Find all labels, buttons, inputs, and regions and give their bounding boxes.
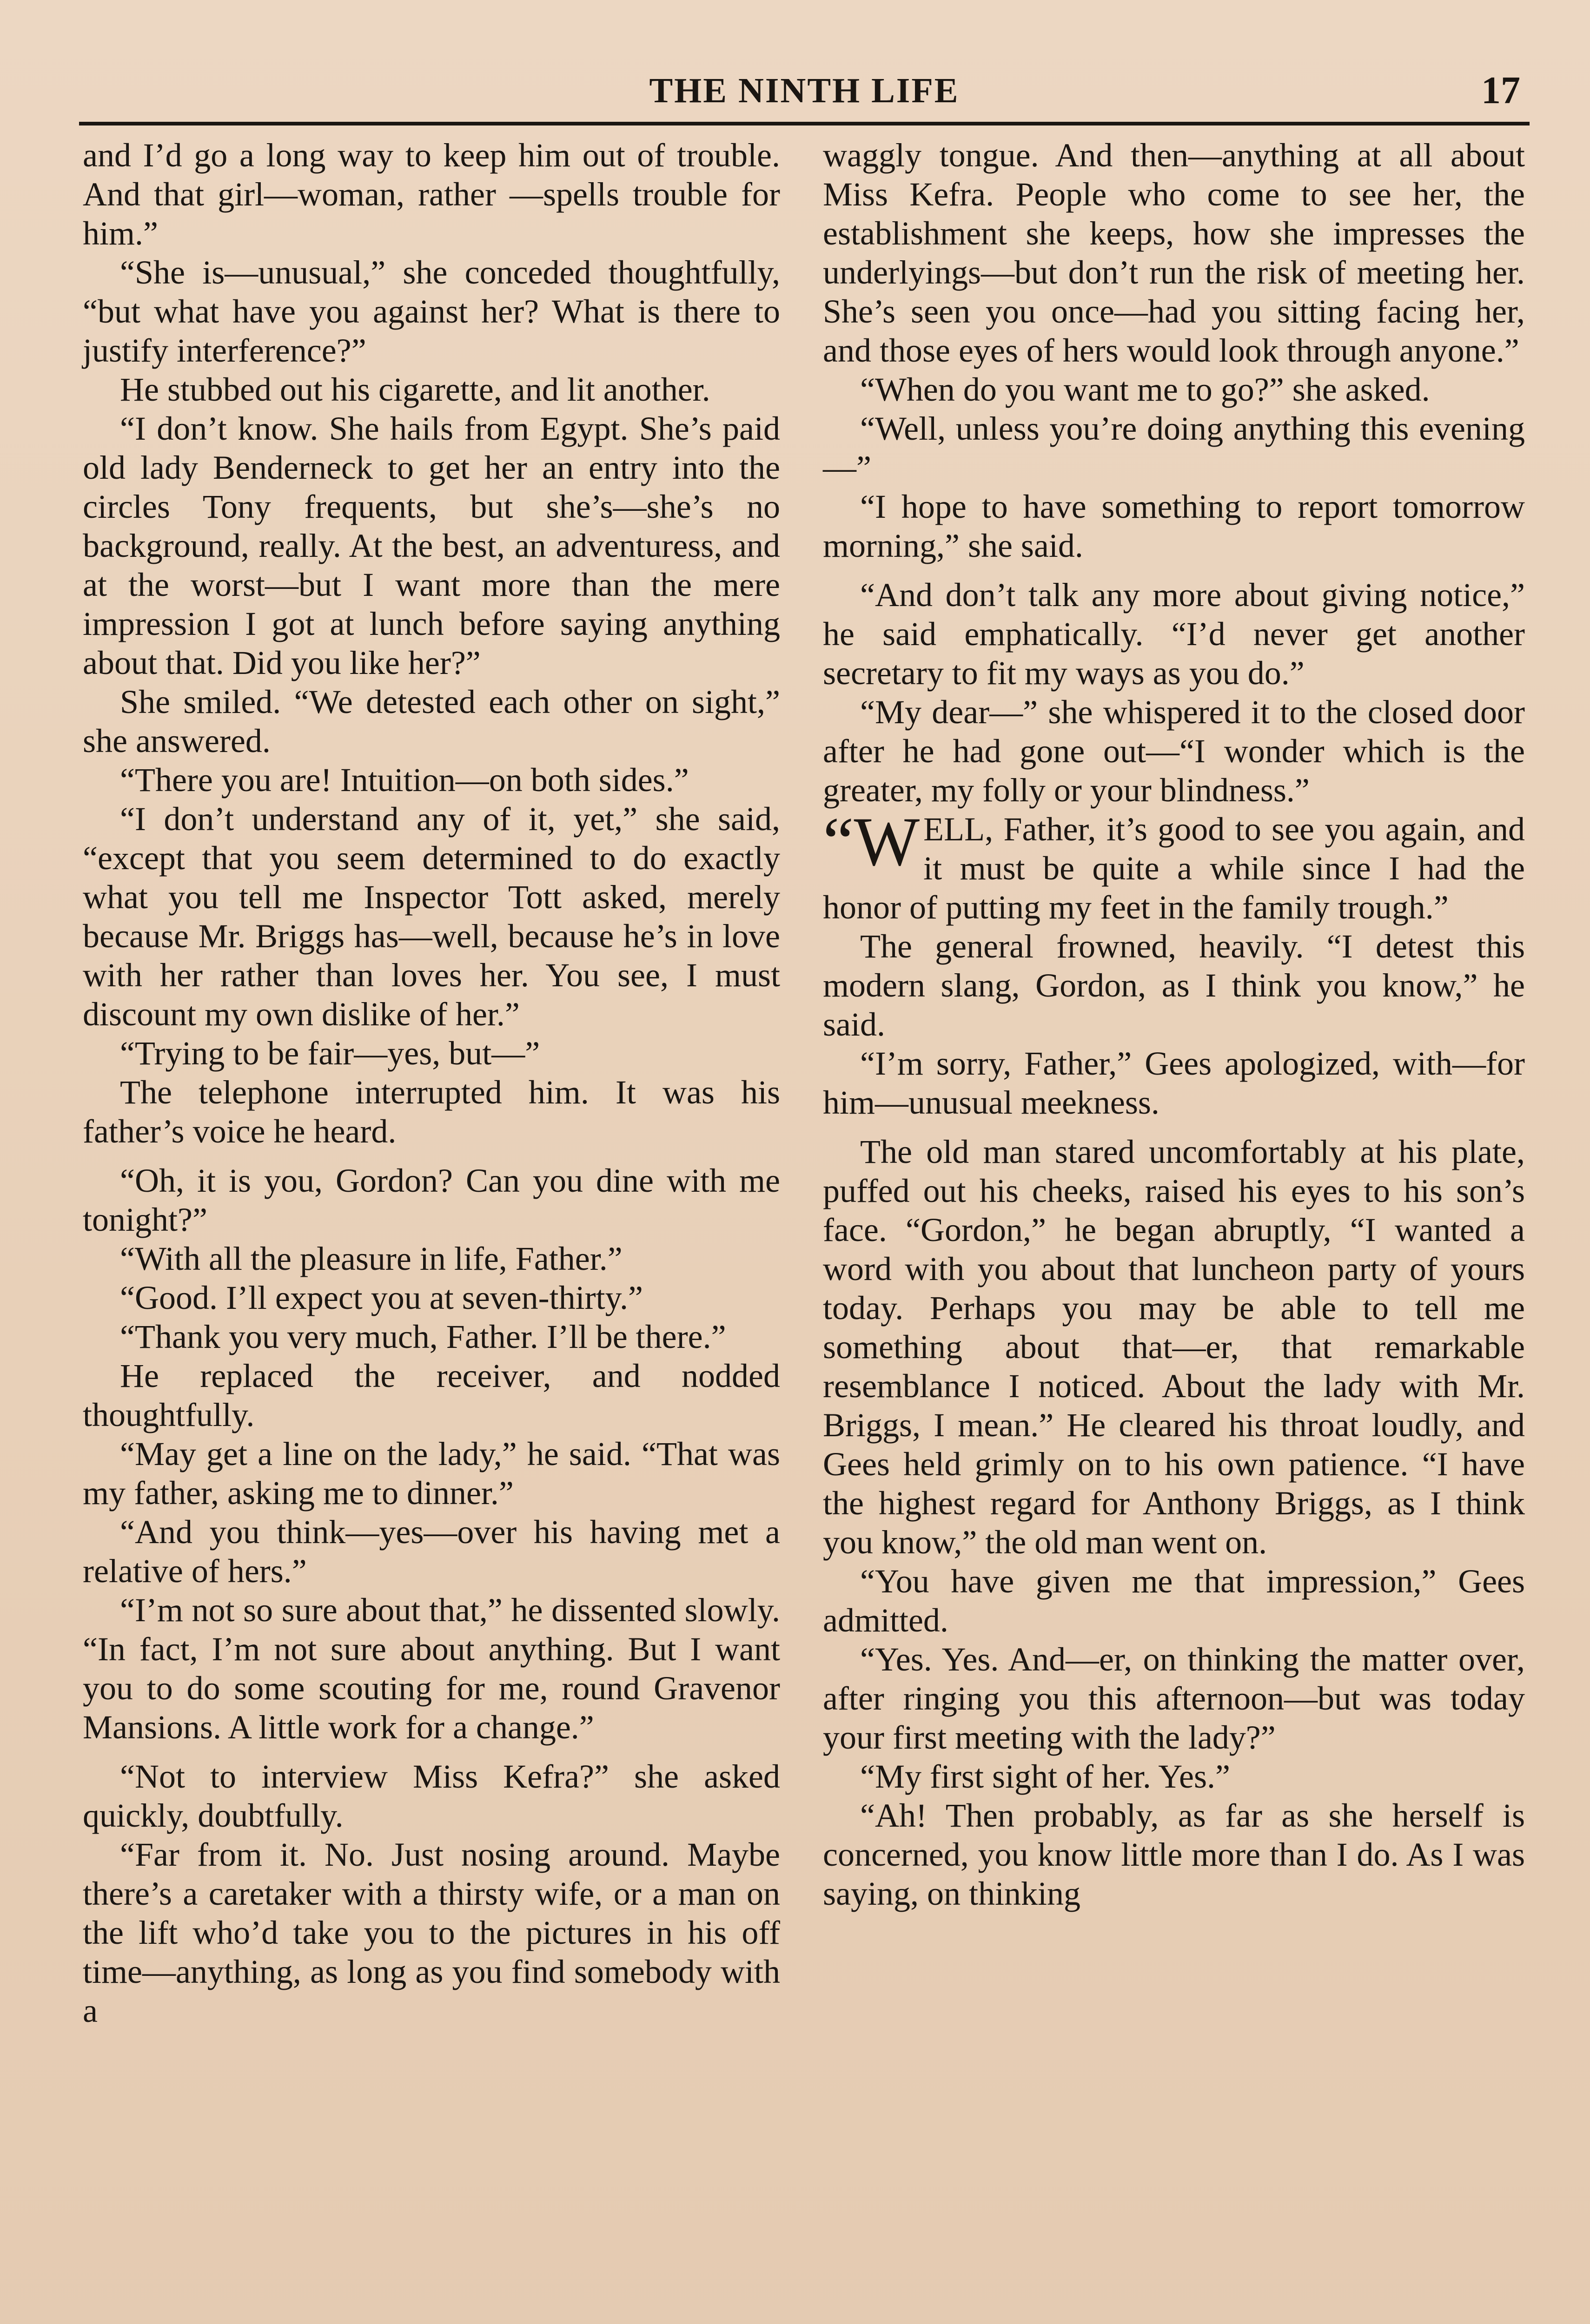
paragraph xyxy=(823,803,1525,927)
left-text-column xyxy=(83,136,780,2030)
paragraph xyxy=(823,575,1525,693)
paragraph-text: The general frowned, heavily. “I detest this modern slang, Gordon, as I think you know,” he said. xyxy=(823,928,1525,1043)
paragraph-text: “Not to interview Miss Kefra?” she asked quickly, doubtfully. xyxy=(83,1758,780,1834)
drop-cap: “W xyxy=(823,803,920,880)
paragraph-text: “With all the pleasure in life, Father.” xyxy=(120,1240,623,1277)
paragraph-text: “And don’t talk any more about giving notice,” he said emphatically. “I’d never get another secretary to fit my ways as you do.” xyxy=(823,576,1525,692)
paragraph xyxy=(83,1073,780,1151)
paragraph xyxy=(823,1562,1525,1640)
paragraph-text: “I’m not so sure about that,” he dissented slowly. “In fact, I’m not sure about anything. But I want you to do some scouting for me, round Gravenor Mansions. A little work for a change.” xyxy=(83,1591,780,1746)
paragraph-text: “My first sight of her. Yes.” xyxy=(860,1758,1230,1795)
page-title: THE NINTH LIFE xyxy=(649,71,960,110)
paragraph-text: “I don’t know. She hails from Egypt. She’s paid old lady Benderneck to get her an entry into the circles Tony frequents, but she’s—she’s no background, really. At the best, an adventuress, and at the worst—but I want more than the mere impression I got at lunch before saying anything about that. Did you like her?” xyxy=(83,410,780,681)
paragraph-text: “My dear—” she whispered it to the closed door after he had gone out—“I wonder which is the greater, my folly or your blindness.” xyxy=(823,693,1525,809)
paragraph-text: He replaced the receiver, and nodded thoughtfully. xyxy=(83,1357,780,1433)
paragraph-text: “There you are! Intuition—on both sides.” xyxy=(120,761,689,799)
paragraph xyxy=(83,1356,780,1434)
paragraph xyxy=(823,1640,1525,1757)
paragraph xyxy=(83,1757,780,1835)
paragraph-text: He stubbed out his cigarette, and lit another. xyxy=(120,371,710,408)
paragraph-text: She smiled. “We detested each other on sight,” she answered. xyxy=(83,683,780,759)
paragraph xyxy=(83,1512,780,1591)
paragraph xyxy=(83,1317,780,1356)
right-text-column xyxy=(823,136,1525,1913)
paragraph xyxy=(823,693,1525,810)
paragraph xyxy=(83,370,780,409)
paragraph xyxy=(83,1239,780,1278)
paragraph-text: ELL, Father, it’s good to see you again, and it must be quite a while since I had the honor of putting my feet in the family trough.” xyxy=(823,811,1525,926)
paragraph-text: “You have given me that impression,” Gees admitted. xyxy=(823,1563,1525,1639)
paragraph xyxy=(83,682,780,760)
paragraph-text: “I don’t understand any of it, yet,” she said, “except that you seem determined to do exactly what you tell me Inspector Tott asked, merely because Mr. Briggs has—well, because he’s in love with her rather than loves her. You see, I must discount my own dislike of her.” xyxy=(83,800,780,1033)
paragraph-text: waggly tongue. And then—anything at all about Miss Kefra. People who come to see her, the establishment she keeps, how she impresses the underlyings—but don’t run the risk of meeting her. She’s seen you once—had you sitting facing her, and those eyes of hers would look through anyone.” xyxy=(823,137,1525,369)
paragraph xyxy=(823,1796,1525,1913)
paragraph xyxy=(823,136,1525,370)
paragraph xyxy=(83,1591,780,1747)
paragraph xyxy=(83,1434,780,1512)
paragraph-text: “When do you want me to go?” she asked. xyxy=(860,371,1430,408)
paragraph xyxy=(83,409,780,682)
running-header xyxy=(79,65,1530,125)
paragraph-text: “Far from it. No. Just nosing around. Maybe there’s a caretaker with a thirsty wife, or a man on the lift who’d take you to the pictures in his off time—anything, as long as you find somebody with a xyxy=(83,1836,780,2029)
paragraph-text: “She is—unusual,” she conceded thoughtfully, “but what have you against her? What is there to justify interference?” xyxy=(83,254,780,369)
paragraph xyxy=(823,409,1525,487)
paragraph xyxy=(83,760,780,799)
paragraph-text: “May get a line on the lady,” he said. “That was my father, asking me to dinner.” xyxy=(83,1435,780,1512)
paragraph xyxy=(83,1161,780,1239)
paragraph xyxy=(83,799,780,1034)
paragraph xyxy=(823,1132,1525,1562)
paragraph-text: “Oh, it is you, Gordon? Can you dine with me tonight?” xyxy=(83,1162,780,1238)
paragraph-text: “Thank you very much, Father. I’ll be there.” xyxy=(120,1318,726,1355)
paragraph-text: “Yes. Yes. And—er, on thinking the matter over, after ringing you this afternoon—but was today your first meeting with the lady?” xyxy=(823,1641,1525,1756)
paragraph xyxy=(823,487,1525,565)
paragraph-text: The old man stared uncomfortably at his plate, puffed out his cheeks, raised his eyes to his son’s face. “Gordon,” he began abruptly, “I wanted a word with you about that luncheon party of yours today. Perhaps you may be able to tell me something about that—er, that remarkable resemblance I noticed. About the lady with Mr. Briggs, I mean.” He cleared his throat loudly, and Gees held grimly on to his own patience. “I have the highest regard for Anthony Briggs, as I think you know,” the old man went on. xyxy=(823,1133,1525,1561)
paragraph xyxy=(83,1278,780,1317)
paragraph xyxy=(823,927,1525,1044)
paragraph-text: The telephone interrupted him. It was his father’s voice he heard. xyxy=(83,1074,780,1150)
paragraph xyxy=(83,1835,780,2030)
paragraph-text: “I hope to have something to report tomorrow morning,” she said. xyxy=(823,488,1525,564)
paragraph-text: “Well, unless you’re doing anything this evening—” xyxy=(823,410,1525,486)
paragraph-text: “I’m sorry, Father,” Gees apologized, with—for him—unusual meekness. xyxy=(823,1045,1525,1121)
paragraph-text: “Trying to be fair—yes, but—” xyxy=(120,1035,540,1072)
paragraph-text: “Ah! Then probably, as far as she herself is concerned, you know little more than I do. As I was saying, on thinking xyxy=(823,1797,1525,1912)
page-number: 17 xyxy=(1481,69,1520,112)
paragraph xyxy=(823,370,1525,409)
paragraph xyxy=(83,1034,780,1073)
paragraph xyxy=(83,253,780,370)
paragraph-text: “And you think—yes—over his having met a relative of hers.” xyxy=(83,1513,780,1590)
paragraph xyxy=(83,136,780,253)
header-rule xyxy=(79,122,1530,125)
paragraph xyxy=(823,1044,1525,1122)
paragraph-text: and I’d go a long way to keep him out of trouble. And that girl—woman, rather —spells trouble for him.” xyxy=(83,137,780,252)
paragraph-text: “Good. I’ll expect you at seven-thirty.” xyxy=(120,1279,643,1316)
paragraph xyxy=(823,1757,1525,1796)
